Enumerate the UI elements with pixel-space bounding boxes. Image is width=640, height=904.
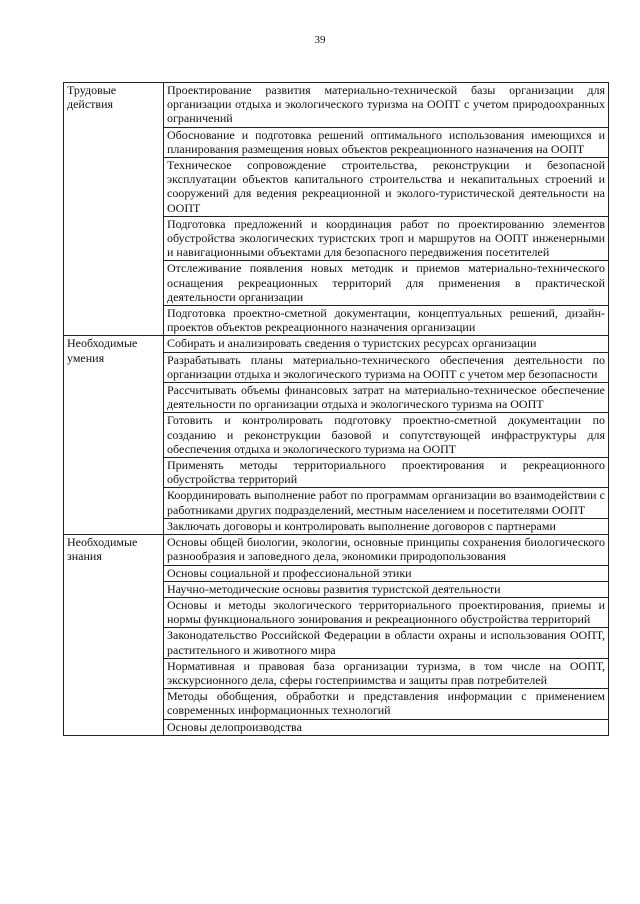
section-item: Законодательство Российской Федерации в области охраны и использования ООПТ, растительного и животного мира <box>164 628 609 658</box>
section-item: Основы делопроизводства <box>164 719 609 735</box>
page-number: 39 <box>314 34 326 46</box>
section-item: Нормативная и правовая база организации туризма, в том числе на ООПТ, экскурсионного дела, сферы гостеприимства и защиты прав потребителей <box>164 658 609 688</box>
section-item: Рассчитывать объемы финансовых затрат на материально-техническое обеспечение деятельности по организации отдыха и экологического туризма на ООПТ <box>164 383 609 413</box>
table-row <box>64 83 609 128</box>
section-item: Обоснование и подготовка решений оптимального использования имеющихся и планирования размещения новых объектов рекреационного назначения на ООПТ <box>164 127 609 157</box>
requirements-table <box>63 82 609 736</box>
section-item: Подготовка проектно-сметной документации, концептуальных решений, дизайн-проектов объектов рекреационного назначения организации <box>164 306 609 336</box>
section-item: Методы обобщения, обработки и представления информации с применением современных информационных технологий <box>164 689 609 719</box>
section-item: Применять методы территориального проектирования и рекреационного обустройства территорий <box>164 458 609 488</box>
requirements-table-body <box>64 83 609 736</box>
table-row <box>64 336 609 352</box>
section-item: Научно-методические основы развития туристской деятельности <box>164 581 609 597</box>
section-item: Основы общей биологии, экологии, основные принципы сохранения биологического разнообразия и заповедного дела, экономики природопользования <box>164 535 609 565</box>
section-item: Собирать и анализировать сведения о туристских ресурсах организации <box>164 336 609 352</box>
section-item: Основы и методы экологического территориального проектирования, приемы и нормы функционального зонирования и рекреационного обустройства территорий <box>164 597 609 627</box>
section-item: Заключать договоры и контролировать выполнение договоров с партнерами <box>164 518 609 534</box>
section-item: Проектирование развития материально-технической базы организации для организации отдыха и экологического туризма на ООПТ с учетом природоохранных ограничений <box>164 83 609 128</box>
section-item: Готовить и контролировать подготовку проектно-сметной документации по созданию и реконструкции базовой и сопутствующей инфраструктуры для обеспечения отдыха и экологического туризма на ООПТ <box>164 413 609 458</box>
section-item: Основы социальной и профессиональной этики <box>164 565 609 581</box>
section-label: Трудовые действия <box>64 83 164 336</box>
section-item: Координировать выполнение работ по программам организации во взаимодействии с работниками других подразделений, местным населением и посетителями ООПТ <box>164 488 609 518</box>
section-label: Необходимые знания <box>64 535 164 736</box>
table-row <box>64 535 609 565</box>
section-item: Отслеживание появления новых методик и приемов материально-технического оснащения рекреационных территорий для применения в практической деятельности организации <box>164 261 609 306</box>
section-item: Подготовка предложений и координация работ по проектированию элементов обустройства экологических туристских троп и маршрутов на ООПТ инженерными и навигационными объектами для безопасного передвижения посетителей <box>164 216 609 261</box>
section-item: Разрабатывать планы материально-технического обеспечения деятельности по организации отдыха и экологического туризма на ООПТ с учетом мер безопасности <box>164 352 609 382</box>
section-item: Техническое сопровождение строительства, реконструкции и безопасной эксплуатации объектов капитального строительства и некапитальных строений и сооружений для ведения рекреационной и эколого-туристической деятельности на ООПТ <box>164 158 609 217</box>
section-label: Необходимые умения <box>64 336 164 535</box>
